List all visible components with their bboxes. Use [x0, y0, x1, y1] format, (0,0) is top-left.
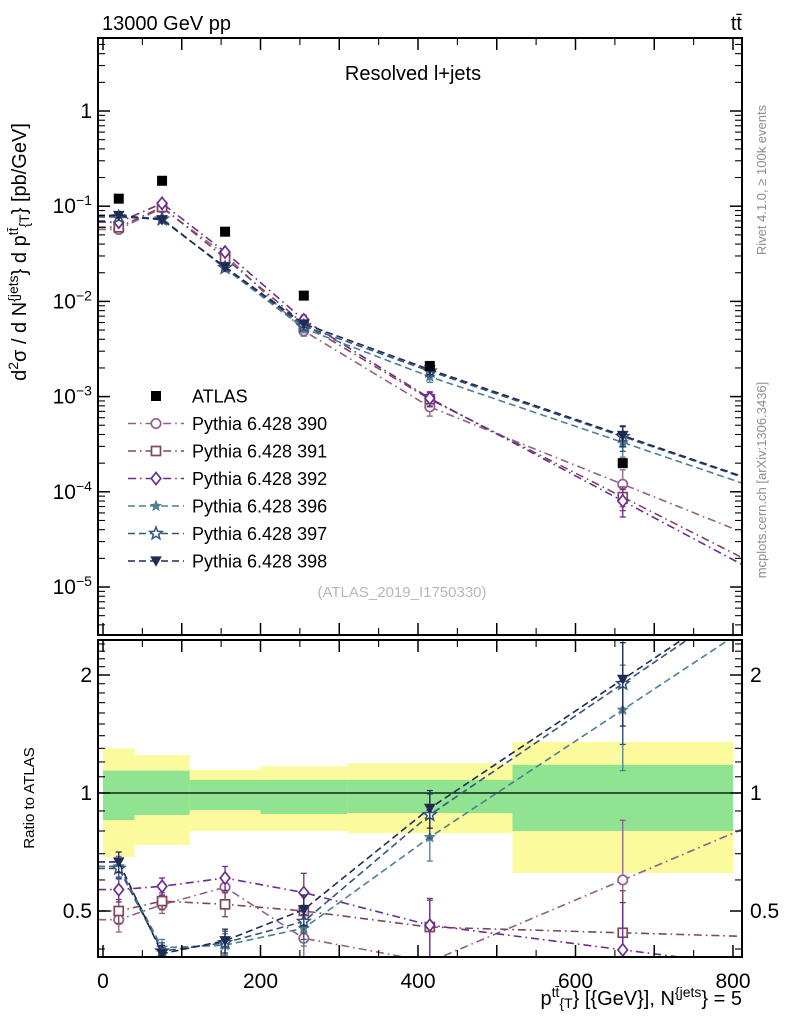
main-y-tick-label: 1: [80, 100, 92, 123]
marker-square-filled: [220, 227, 230, 237]
ratio-y-tick-label: 2: [750, 663, 762, 687]
marker-diamond-open: [618, 944, 628, 956]
series-line: [98, 878, 742, 965]
marker-circle-open: [425, 957, 434, 966]
marker-diamond-open: [157, 880, 167, 892]
ratio-y-tick-label: 1: [750, 782, 762, 805]
marker-square-open: [158, 897, 167, 906]
main-y-tick-label: $10^{-4}$: [52, 477, 92, 504]
series-pythia-397: [98, 211, 742, 478]
legend-item-390: [128, 414, 327, 434]
band-group: [103, 742, 733, 873]
main-y-tick-label: $10^{-2}$: [52, 287, 92, 314]
legend-item-397: [128, 524, 327, 544]
marker-diamond-open: [220, 872, 230, 884]
marker-square-filled: [618, 458, 628, 468]
green-band-segment: [261, 780, 348, 814]
main-y-tick-label: $10^{-1}$: [52, 192, 92, 219]
marker-circle-open: [618, 875, 627, 884]
legend-label: Pythia 6.428 396: [192, 496, 328, 517]
top-left-title: 13000 GeV pp: [102, 13, 231, 35]
ratio-uncertainty-bands: [98, 742, 742, 873]
x-tick-label: 0: [97, 970, 109, 993]
green-band-segment: [103, 771, 135, 820]
marker-square-open: [221, 900, 230, 909]
marker-star-filled: [150, 500, 162, 512]
legend-label: Pythia 6.428 397: [192, 524, 328, 544]
main-plot-frame: [98, 38, 742, 635]
main-y-tick-label: $10^{-3}$: [52, 382, 92, 409]
legend-item-396: [128, 497, 327, 517]
main-y-tick-label: $10^{-5}$: [52, 573, 92, 599]
watermark: (ATLAS_2019_I1750330): [317, 584, 487, 601]
ratio-y-tick-label: 0.5: [62, 900, 92, 924]
legend-item-atlas: [151, 387, 248, 407]
x-tick-label: 800: [715, 970, 751, 993]
x-tick-label: 600: [557, 970, 594, 993]
mcplots-note: mcplots.cern.ch [arXiv:1306.3436]: [754, 381, 769, 579]
legend-label: Pythia 6.428 391: [192, 441, 328, 462]
legend-item-391: [128, 442, 327, 462]
marker-circle-open: [151, 419, 160, 428]
rivet-version-note: Rivet 4.1.0, ≥ 100k events: [754, 104, 769, 256]
legend-label: Pythia 6.428 398: [192, 551, 328, 572]
marker-square-filled: [299, 291, 309, 301]
series-line: [98, 901, 742, 936]
legend-label: ATLAS: [192, 386, 248, 407]
ratio-y-tick-label: 2: [80, 663, 92, 687]
legend-item-398: [128, 552, 327, 572]
marker-star-open: [150, 527, 162, 539]
process-label: tt̄: [730, 13, 742, 35]
marker-square-open: [152, 447, 161, 456]
marker-square-filled: [157, 176, 167, 186]
legend-label: Pythia 6.428 392: [192, 469, 328, 489]
marker-diamond-open: [114, 884, 124, 896]
series-line: [98, 217, 742, 477]
series-atlas: [114, 176, 628, 468]
green-band-segment: [190, 780, 261, 810]
marker-square-filled: [425, 361, 435, 371]
series-line: [98, 215, 742, 476]
legend: [128, 387, 327, 572]
ratio-y-tick-label: 0.5: [750, 900, 780, 924]
legend-label: Pythia 6.428 390: [192, 414, 328, 434]
y-axis-label: $d^2\sigma$ / d $N^{\{jets}$} d $p^{tt̄}\{T\}$ [pb/GeV]: [5, 123, 32, 381]
x-tick-label: 400: [400, 970, 436, 993]
marker-square-open: [114, 907, 123, 916]
legend-item-392: [128, 469, 327, 489]
x-axis-label: $p^{tt̄}\{T\}$ [{GeV}], $N^{\{jets}\} = 5$: [540, 984, 742, 1011]
series-pythia-398: [98, 211, 742, 476]
marker-square-filled: [151, 391, 161, 401]
x-tick-label: 200: [242, 970, 279, 993]
marker-diamond-open: [151, 473, 161, 485]
ratio-axis-label: Ratio to ATLAS: [21, 747, 38, 849]
panel-title: Resolved l+jets: [344, 63, 482, 85]
ratio-y-tick-label: 1: [80, 782, 92, 805]
marker-square-filled: [114, 194, 124, 204]
